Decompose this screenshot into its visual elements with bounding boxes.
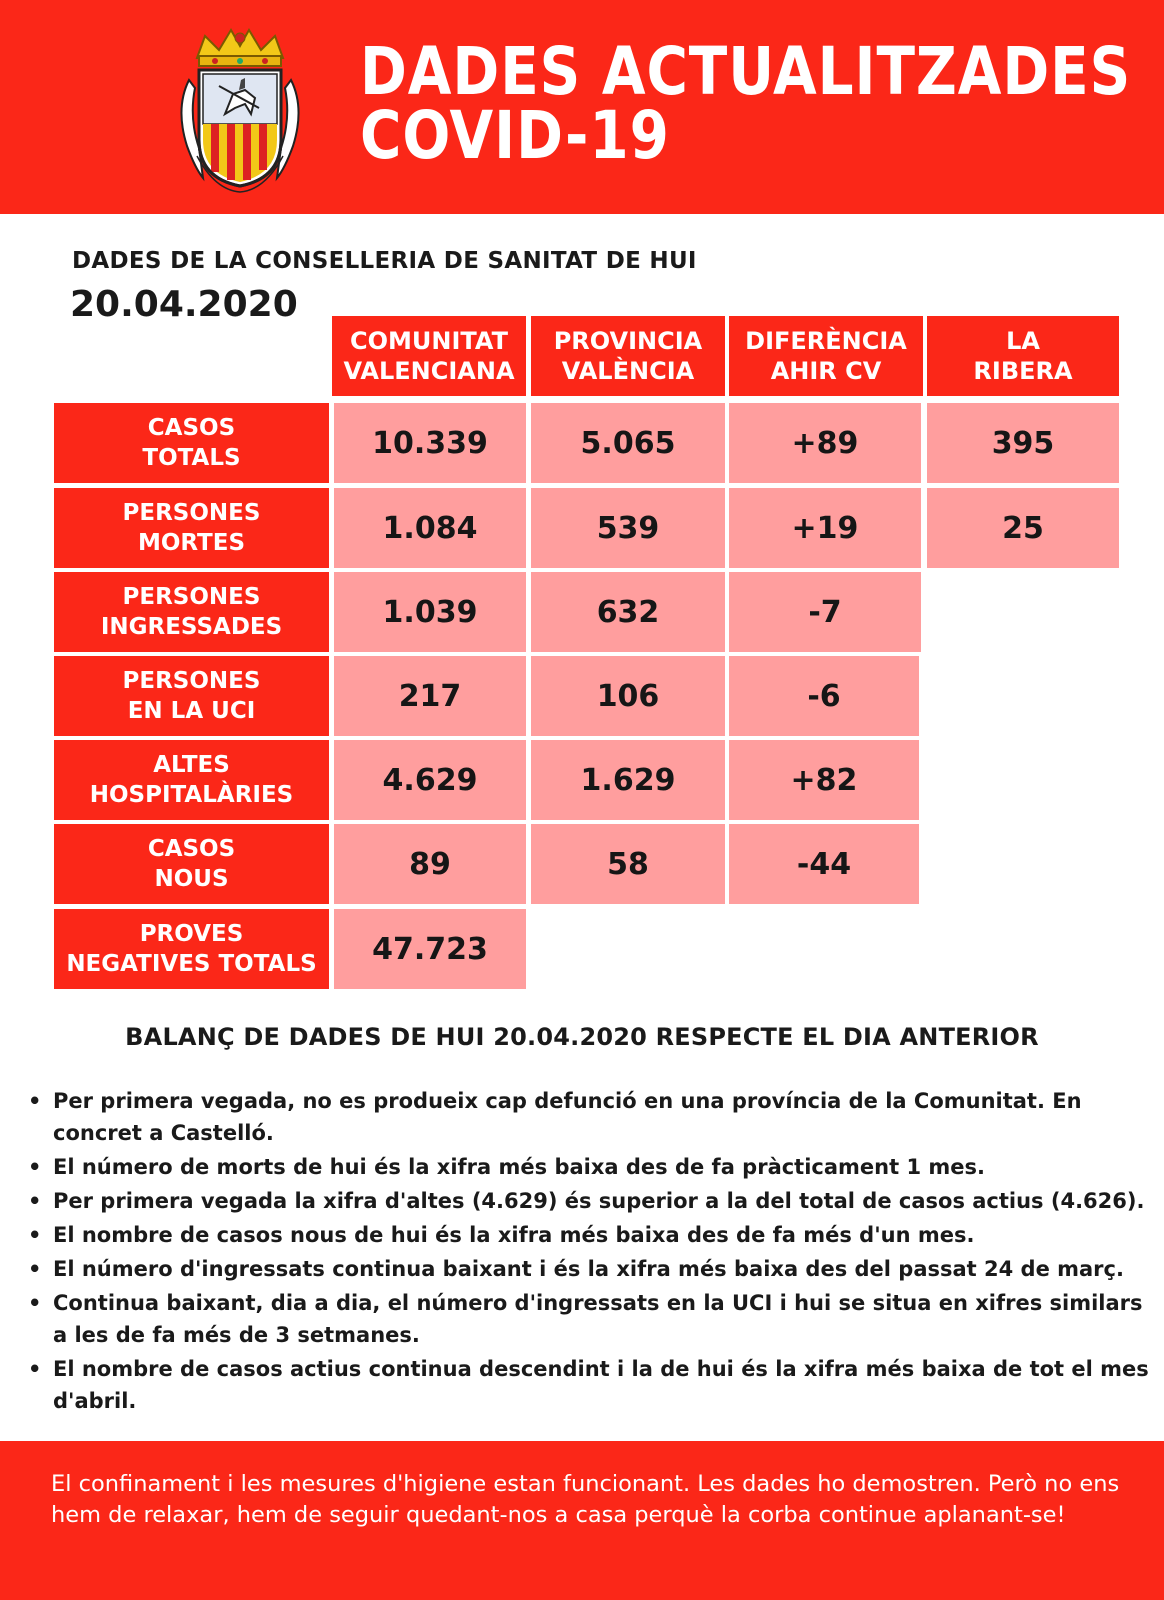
row-header-persones-uci: PERSONES EN LA UCI (54, 656, 329, 736)
row-header-casos-nous: CASOS NOUS (54, 824, 329, 904)
list-item: • Continua baixant, dia a dia, el número d'ingressats en la UCI i hui se situa en xifres similars a les de fa més de 3 setmanes. (53, 1287, 1163, 1351)
table-cell: 539 (531, 488, 725, 568)
footer-banner (0, 1441, 1164, 1600)
title-line: COVID-19 (360, 97, 670, 174)
table-cell: -44 (729, 824, 919, 904)
list-item: • El nombre de casos nous de hui és la xifra més baixa des de fa més d'un mes. (53, 1219, 1163, 1251)
page-title (360, 33, 1132, 174)
table-cell: -6 (729, 656, 919, 736)
column-header-diferencia: DIFERÈNCIA AHIR CV (729, 316, 923, 396)
table-cell: 89 (334, 824, 526, 904)
table-cell: 58 (531, 824, 725, 904)
table-cell: 1.084 (334, 488, 526, 568)
header-banner (0, 0, 1164, 214)
table-cell: 395 (927, 403, 1119, 483)
table-cell: +82 (729, 740, 919, 820)
table-cell: 25 (927, 488, 1119, 568)
row-header-persones-ingressades: PERSONES INGRESSADES (54, 572, 329, 652)
row-header-persones-mortes: PERSONES MORTES (54, 488, 329, 568)
table-cell: 10.339 (334, 403, 526, 483)
column-header-provincia: PROVINCIA VALÈNCIA (531, 316, 725, 396)
table-cell: 1.629 (531, 740, 725, 820)
balanc-heading: BALANÇ DE DADES DE HUI 20.04.2020 RESPECTE EL DIA ANTERIOR (125, 1023, 1039, 1051)
section-subtitle: DADES DE LA CONSELLERIA DE SANITAT DE HUI (72, 248, 697, 274)
table-cell: 4.629 (334, 740, 526, 820)
list-item: • El número de morts de hui és la xifra més baixa des de fa pràcticament 1 mes. (53, 1151, 1163, 1183)
title-line: DADES ACTUALITZADES (360, 33, 1132, 110)
list-item: • Per primera vegada la xifra d'altes (4.629) és superior a la del total de casos actius (4.626). (53, 1185, 1163, 1217)
list-item: • Per primera vegada, no es produeix cap defunció en una província de la Comunitat. En concret a Castelló. (53, 1085, 1163, 1149)
table-cell: -7 (729, 572, 921, 652)
table-cell: +89 (729, 403, 921, 483)
column-header-comunitat: COMUNITAT VALENCIANA (332, 316, 526, 396)
table-cell: 632 (531, 572, 725, 652)
table-cell: +19 (729, 488, 921, 568)
row-header-casos-totals: CASOS TOTALS (54, 403, 329, 483)
column-header-ribera: LA RIBERA (927, 316, 1119, 396)
table-cell: 1.039 (334, 572, 526, 652)
table-cell: 5.065 (531, 403, 725, 483)
list-item: • El nombre de casos actius continua descendint i la de hui és la xifra més baixa de tot el mes d'abril. (53, 1353, 1163, 1417)
table-cell: 106 (531, 656, 725, 736)
row-header-altes-hospitalaries: ALTES HOSPITALÀRIES (54, 740, 329, 820)
balanc-list (53, 1085, 1163, 1419)
row-header-proves-negatives: PROVES NEGATIVES TOTALS (54, 909, 329, 989)
list-item: • El número d'ingressats continua baixant i és la xifra més baixa des del passat 24 de març. (53, 1253, 1163, 1285)
footer-message: El confinament i les mesures d'higiene estan funcionant. Les dades ho demostren. Però no ens hem de relaxar, hem de seguir quedant-nos a casa perquè la corba continue aplanant-se! (51, 1471, 1120, 1528)
table-cell: 47.723 (334, 909, 526, 989)
report-date: 20.04.2020 (70, 284, 298, 325)
table-cell: 217 (334, 656, 526, 736)
coat-of-arms-icon (175, 28, 305, 193)
